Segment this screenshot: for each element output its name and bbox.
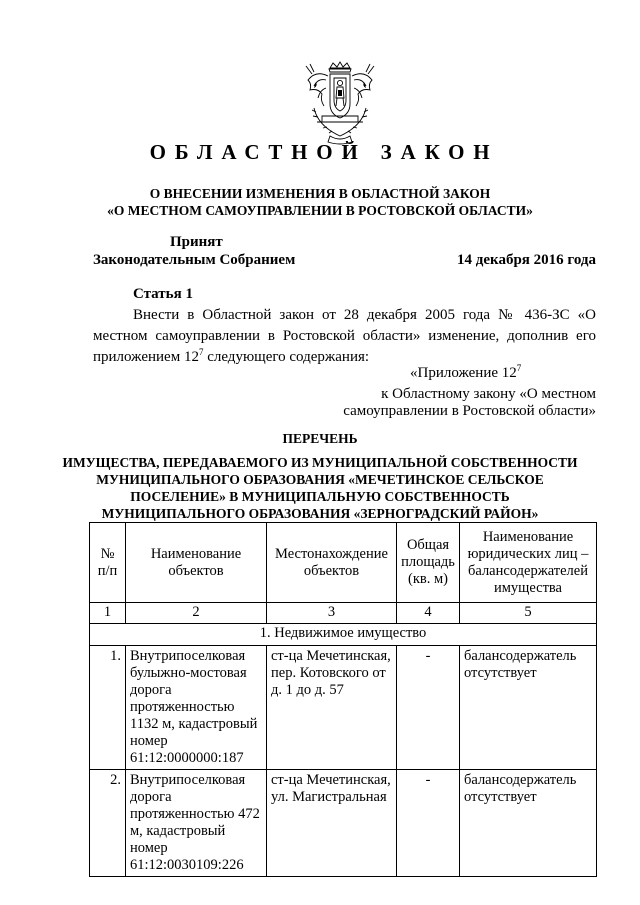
column-number-row bbox=[90, 603, 597, 624]
object-location: ст-ца Мечетинская, пер. Котовского от д. 1 до д. 57 bbox=[267, 646, 397, 770]
appendix-label: «Приложение $12^7$ bbox=[410, 363, 522, 381]
list-title-line4: МУНИЦИПАЛЬНОГО ОБРАЗОВАНИЯ «ЗЕРНОГРАДСКИЙ РАЙОН» bbox=[101, 506, 539, 521]
appendix-ref-line1: к Областному закону «О местном bbox=[381, 386, 596, 402]
law-subtitle-line2: «О МЕСТНОМ САМОУПРАВЛЕНИИ В РОСТОВСКОЙ ОБЛАСТИ» bbox=[107, 203, 533, 218]
object-area: - bbox=[397, 646, 460, 770]
table-header-row bbox=[90, 523, 597, 603]
adopted-by: Законодательным Собранием bbox=[93, 252, 296, 268]
header-cell: Местонахождение объектов bbox=[267, 523, 397, 603]
object-name: Внутрипоселковая дорога протяженностью 472 м, кадастровый номер 61:12:0030109:226 bbox=[126, 770, 267, 877]
table-row bbox=[90, 770, 597, 877]
table-row bbox=[90, 646, 597, 770]
appendix-ref-line2: самоуправлении в Ростовской области» bbox=[343, 403, 596, 419]
column-number: 5 bbox=[460, 603, 597, 624]
section-title: 1. Недвижимое имущество bbox=[90, 624, 597, 646]
object-area: - bbox=[397, 770, 460, 877]
header-cell: № п/п bbox=[90, 523, 126, 603]
column-number: 2 bbox=[126, 603, 267, 624]
header-cell: Наименование объектов bbox=[126, 523, 267, 603]
property-table bbox=[89, 522, 597, 877]
article-text: Внести в Областной закон от 28 декабря 2005 года № 436-ЗС «О местном самоуправлении в Ростовской области» изменение, дополнив его приложением $12^7$ следующего содержания: bbox=[93, 307, 596, 365]
section-row bbox=[90, 624, 597, 646]
object-name: Внутрипоселковая булыжно-мостовая дорога протяженностью 1132 м, кадастровый номер 61:12:0000000:187 bbox=[126, 646, 267, 770]
balance-holder: балансодержатель отсутствует bbox=[460, 770, 597, 877]
object-location: ст-ца Мечетинская, ул. Магистральная bbox=[267, 770, 397, 877]
list-title-line1: ИМУЩЕСТВА, ПЕРЕДАВАЕМОГО ИЗ МУНИЦИПАЛЬНОЙ СОБСТВЕННОСТИ bbox=[62, 455, 578, 470]
article-heading: Статья 1 bbox=[133, 286, 193, 302]
column-number: 1 bbox=[90, 603, 126, 624]
adopted-date: 14 декабря 2016 года bbox=[457, 252, 596, 268]
row-number: 1. bbox=[90, 646, 126, 770]
row-number: 2. bbox=[90, 770, 126, 877]
column-number: 4 bbox=[397, 603, 460, 624]
header-cell: Общая площадь (кв. м) bbox=[397, 523, 460, 603]
list-title-line2: МУНИЦИПАЛЬНОГО ОБРАЗОВАНИЯ «МЕЧЕТИНСКОЕ СЕЛЬСКОЕ bbox=[96, 472, 544, 487]
list-heading: ПЕРЕЧЕНЬ bbox=[282, 431, 358, 446]
law-subtitle-line1: О ВНЕСЕНИИ ИЗМЕНЕНИЯ В ОБЛАСТНОЙ ЗАКОН bbox=[149, 186, 491, 201]
header-cell: Наименование юридических лиц – балансодержателей имущества bbox=[460, 523, 597, 603]
law-title: ОБЛАСТНОЙ ЗАКОН bbox=[149, 140, 499, 164]
column-number: 3 bbox=[267, 603, 397, 624]
list-title-line3: ПОСЕЛЕНИЕ» В МУНИЦИПАЛЬНУЮ СОБСТВЕННОСТЬ bbox=[130, 489, 510, 504]
adopted-label: Принят bbox=[170, 234, 223, 250]
balance-holder: балансодержатель отсутствует bbox=[460, 646, 597, 770]
coat-of-arms-icon bbox=[300, 60, 380, 146]
